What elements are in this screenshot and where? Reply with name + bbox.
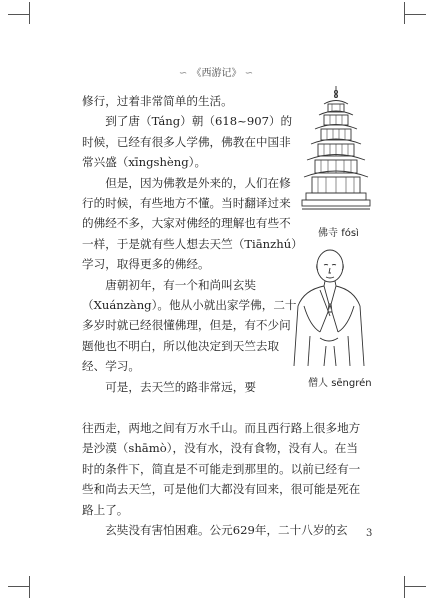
caption-pinyin: fósì xyxy=(341,228,359,239)
body-text-wide xyxy=(82,418,369,540)
page-number: 3 xyxy=(366,528,373,539)
paragraph: 玄奘没有害怕困难。公元629年，二十八岁的玄 xyxy=(105,523,348,538)
crop-mark-bottom-right-h xyxy=(404,586,426,587)
crop-mark-top-left-h xyxy=(8,14,30,15)
caption-hanzi: 佛寺 xyxy=(318,228,338,239)
crop-mark-top-right-h xyxy=(404,14,426,15)
crop-mark-top-left-v xyxy=(29,2,30,24)
crop-mark-bottom-right-v xyxy=(404,576,405,598)
caption-hanzi: 僧人 xyxy=(308,378,328,389)
paragraph: 但是，因为佛教是外来的，人们在修行的时候，有些地方不懂。当时翻译过来的佛经不多，大家对佛经的理解也有些不一样，于是就有些人想去天竺（Tiānzhú）学习，取得更多的佛经。 xyxy=(82,175,297,272)
pagoda-caption xyxy=(318,224,359,239)
monk-caption xyxy=(308,374,372,389)
crop-mark-top-right-v xyxy=(404,2,405,24)
header-title: 《西游记》 xyxy=(191,68,242,79)
header-ornament-right: ∽ xyxy=(244,68,255,79)
paragraph: 修行，过着非常简单的生活。 xyxy=(82,94,233,108)
paragraph: 到了唐（Táng）朝（618~907）的时候，已经有很多人学佛，佛教在中国非常兴盛（xīngshèng）。 xyxy=(82,114,293,170)
paragraph: 往西走，两地之间有万水千山。而且西行路上很多地方是沙漠（shāmò），没有水，没有食物，没有人。在当时的条件下，简直是不可能走到那里的。以前已经有一些和尚去天竺，可是他们大都没有回来，很可能是死在路上了。 xyxy=(82,421,361,517)
running-header xyxy=(0,64,433,79)
monk-illustration xyxy=(290,246,368,368)
paragraph: 唐朝初年，有一个和尚叫玄奘（Xuánzàng）。他从小就出家学佛，二十多岁时就已经很懂佛理，但是，有不少问题他也不明白，所以他决定到天竺去取经、学习。 xyxy=(82,277,297,374)
caption-pinyin: sēngrén xyxy=(331,378,372,389)
pagoda-illustration xyxy=(300,84,372,214)
body-text-narrow xyxy=(82,91,300,397)
crop-mark-bottom-left-v xyxy=(29,576,30,598)
header-ornament-left: ∽ xyxy=(178,68,189,79)
crop-mark-bottom-left-h xyxy=(8,586,30,587)
paragraph: 可是，去天竺的路非常远，要 xyxy=(105,379,256,394)
